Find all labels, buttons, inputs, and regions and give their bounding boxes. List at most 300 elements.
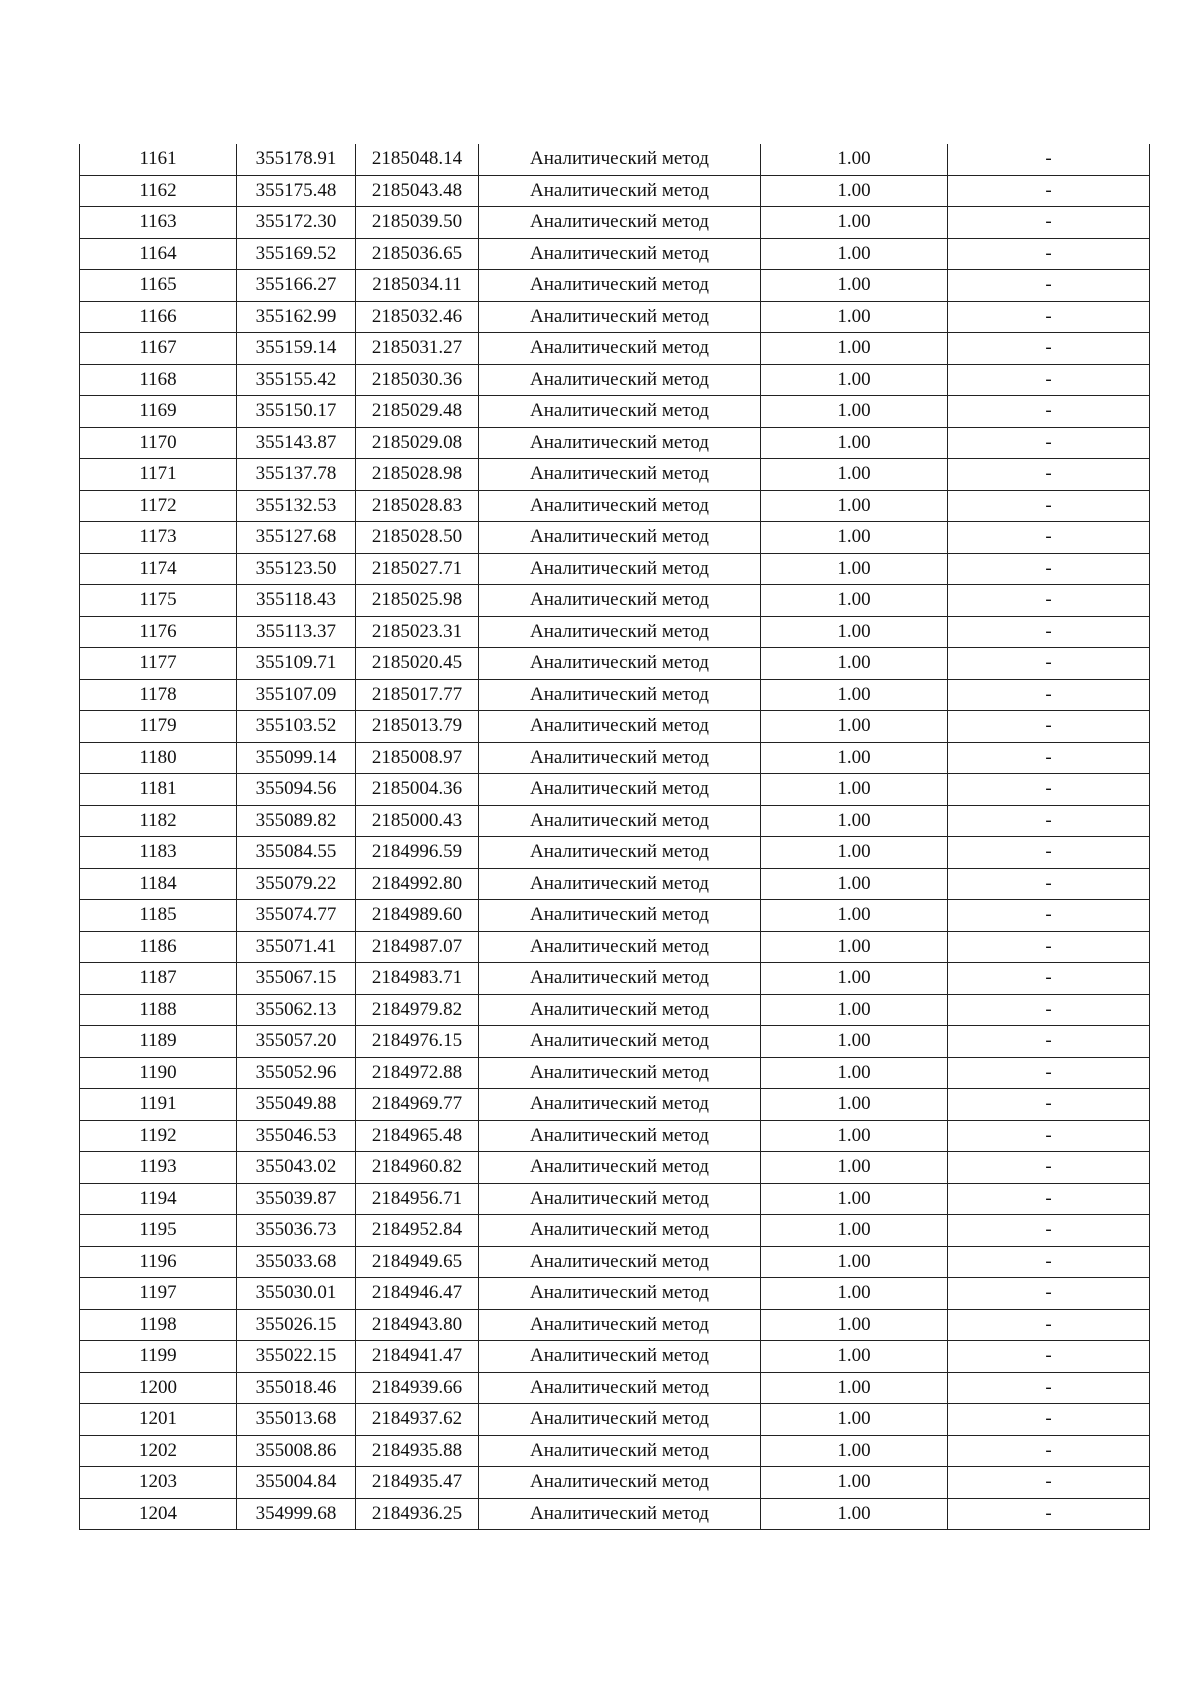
y-coordinate-cell: 2184979.82 — [356, 994, 479, 1026]
note-cell: - — [948, 459, 1150, 491]
method-cell: Аналитический метод — [479, 774, 761, 806]
table-row — [80, 301, 1150, 333]
method-cell: Аналитический метод — [479, 144, 761, 175]
method-cell: Аналитический метод — [479, 742, 761, 774]
table-row — [80, 175, 1150, 207]
method-cell: Аналитический метод — [479, 270, 761, 302]
y-coordinate-cell: 2185013.79 — [356, 711, 479, 743]
note-cell: - — [948, 1404, 1150, 1436]
point-number-cell: 1171 — [80, 459, 237, 491]
y-coordinate-cell: 2184937.62 — [356, 1404, 479, 1436]
accuracy-cell: 1.00 — [761, 931, 948, 963]
table-row — [80, 1404, 1150, 1436]
table-row — [80, 1278, 1150, 1310]
method-cell: Аналитический метод — [479, 1341, 761, 1373]
note-cell: - — [948, 774, 1150, 806]
note-cell: - — [948, 1183, 1150, 1215]
table-row — [80, 837, 1150, 869]
note-cell: - — [948, 868, 1150, 900]
note-cell: - — [948, 1498, 1150, 1530]
accuracy-cell: 1.00 — [761, 1404, 948, 1436]
accuracy-cell: 1.00 — [761, 900, 948, 932]
note-cell: - — [948, 1215, 1150, 1247]
x-coordinate-cell: 354999.68 — [237, 1498, 356, 1530]
y-coordinate-cell: 2184935.88 — [356, 1435, 479, 1467]
table-row — [80, 1057, 1150, 1089]
table-row — [80, 490, 1150, 522]
method-cell: Аналитический метод — [479, 175, 761, 207]
note-cell: - — [948, 963, 1150, 995]
x-coordinate-cell: 355089.82 — [237, 805, 356, 837]
note-cell: - — [948, 144, 1150, 175]
point-number-cell: 1193 — [80, 1152, 237, 1184]
accuracy-cell: 1.00 — [761, 238, 948, 270]
point-number-cell: 1191 — [80, 1089, 237, 1121]
y-coordinate-cell: 2185048.14 — [356, 144, 479, 175]
note-cell: - — [948, 1026, 1150, 1058]
x-coordinate-cell: 355150.17 — [237, 396, 356, 428]
y-coordinate-cell: 2185043.48 — [356, 175, 479, 207]
note-cell: - — [948, 616, 1150, 648]
table-row — [80, 333, 1150, 365]
y-coordinate-cell: 2184987.07 — [356, 931, 479, 963]
coordinates-table-body — [80, 144, 1150, 1530]
note-cell: - — [948, 1372, 1150, 1404]
accuracy-cell: 1.00 — [761, 805, 948, 837]
point-number-cell: 1174 — [80, 553, 237, 585]
note-cell: - — [948, 585, 1150, 617]
y-coordinate-cell: 2184956.71 — [356, 1183, 479, 1215]
accuracy-cell: 1.00 — [761, 1278, 948, 1310]
note-cell: - — [948, 931, 1150, 963]
table-row — [80, 994, 1150, 1026]
accuracy-cell: 1.00 — [761, 1152, 948, 1184]
method-cell: Аналитический метод — [479, 1498, 761, 1530]
note-cell: - — [948, 1120, 1150, 1152]
point-number-cell: 1196 — [80, 1246, 237, 1278]
x-coordinate-cell: 355030.01 — [237, 1278, 356, 1310]
accuracy-cell: 1.00 — [761, 364, 948, 396]
x-coordinate-cell: 355084.55 — [237, 837, 356, 869]
x-coordinate-cell: 355046.53 — [237, 1120, 356, 1152]
x-coordinate-cell: 355175.48 — [237, 175, 356, 207]
x-coordinate-cell: 355103.52 — [237, 711, 356, 743]
accuracy-cell: 1.00 — [761, 553, 948, 585]
y-coordinate-cell: 2184960.82 — [356, 1152, 479, 1184]
table-row — [80, 931, 1150, 963]
table-row — [80, 648, 1150, 680]
point-number-cell: 1178 — [80, 679, 237, 711]
accuracy-cell: 1.00 — [761, 1246, 948, 1278]
y-coordinate-cell: 2184939.66 — [356, 1372, 479, 1404]
table-row — [80, 711, 1150, 743]
table-row — [80, 900, 1150, 932]
point-number-cell: 1202 — [80, 1435, 237, 1467]
x-coordinate-cell: 355004.84 — [237, 1467, 356, 1499]
y-coordinate-cell: 2185008.97 — [356, 742, 479, 774]
x-coordinate-cell: 355172.30 — [237, 207, 356, 239]
table-row — [80, 364, 1150, 396]
accuracy-cell: 1.00 — [761, 1215, 948, 1247]
y-coordinate-cell: 2184989.60 — [356, 900, 479, 932]
note-cell: - — [948, 207, 1150, 239]
method-cell: Аналитический метод — [479, 301, 761, 333]
method-cell: Аналитический метод — [479, 1026, 761, 1058]
table-row — [80, 774, 1150, 806]
table-row — [80, 396, 1150, 428]
table-row — [80, 1309, 1150, 1341]
y-coordinate-cell: 2184976.15 — [356, 1026, 479, 1058]
coordinates-table — [79, 144, 1150, 1530]
method-cell: Аналитический метод — [479, 396, 761, 428]
x-coordinate-cell: 355118.43 — [237, 585, 356, 617]
note-cell: - — [948, 679, 1150, 711]
note-cell: - — [948, 1467, 1150, 1499]
y-coordinate-cell: 2185025.98 — [356, 585, 479, 617]
x-coordinate-cell: 355162.99 — [237, 301, 356, 333]
table-row — [80, 1498, 1150, 1530]
y-coordinate-cell: 2184992.80 — [356, 868, 479, 900]
note-cell: - — [948, 490, 1150, 522]
table-row — [80, 1246, 1150, 1278]
point-number-cell: 1185 — [80, 900, 237, 932]
method-cell: Аналитический метод — [479, 1309, 761, 1341]
y-coordinate-cell: 2185036.65 — [356, 238, 479, 270]
accuracy-cell: 1.00 — [761, 144, 948, 175]
method-cell: Аналитический метод — [479, 868, 761, 900]
accuracy-cell: 1.00 — [761, 837, 948, 869]
x-coordinate-cell: 355137.78 — [237, 459, 356, 491]
method-cell: Аналитический метод — [479, 616, 761, 648]
table-row — [80, 427, 1150, 459]
accuracy-cell: 1.00 — [761, 774, 948, 806]
point-number-cell: 1173 — [80, 522, 237, 554]
accuracy-cell: 1.00 — [761, 1089, 948, 1121]
method-cell: Аналитический метод — [479, 994, 761, 1026]
accuracy-cell: 1.00 — [761, 1120, 948, 1152]
method-cell: Аналитический метод — [479, 522, 761, 554]
method-cell: Аналитический метод — [479, 427, 761, 459]
accuracy-cell: 1.00 — [761, 270, 948, 302]
note-cell: - — [948, 238, 1150, 270]
x-coordinate-cell: 355013.68 — [237, 1404, 356, 1436]
note-cell: - — [948, 396, 1150, 428]
accuracy-cell: 1.00 — [761, 1309, 948, 1341]
note-cell: - — [948, 900, 1150, 932]
x-coordinate-cell: 355094.56 — [237, 774, 356, 806]
point-number-cell: 1175 — [80, 585, 237, 617]
y-coordinate-cell: 2185034.11 — [356, 270, 479, 302]
y-coordinate-cell: 2185029.08 — [356, 427, 479, 459]
accuracy-cell: 1.00 — [761, 396, 948, 428]
point-number-cell: 1166 — [80, 301, 237, 333]
method-cell: Аналитический метод — [479, 490, 761, 522]
note-cell: - — [948, 553, 1150, 585]
x-coordinate-cell: 355026.15 — [237, 1309, 356, 1341]
table-row — [80, 207, 1150, 239]
method-cell: Аналитический метод — [479, 333, 761, 365]
x-coordinate-cell: 355071.41 — [237, 931, 356, 963]
accuracy-cell: 1.00 — [761, 1026, 948, 1058]
y-coordinate-cell: 2185030.36 — [356, 364, 479, 396]
accuracy-cell: 1.00 — [761, 679, 948, 711]
method-cell: Аналитический метод — [479, 238, 761, 270]
accuracy-cell: 1.00 — [761, 994, 948, 1026]
point-number-cell: 1197 — [80, 1278, 237, 1310]
point-number-cell: 1164 — [80, 238, 237, 270]
note-cell: - — [948, 270, 1150, 302]
point-number-cell: 1170 — [80, 427, 237, 459]
x-coordinate-cell: 355022.15 — [237, 1341, 356, 1373]
table-row — [80, 679, 1150, 711]
point-number-cell: 1199 — [80, 1341, 237, 1373]
y-coordinate-cell: 2184983.71 — [356, 963, 479, 995]
method-cell: Аналитический метод — [479, 805, 761, 837]
accuracy-cell: 1.00 — [761, 459, 948, 491]
table-row — [80, 1467, 1150, 1499]
note-cell: - — [948, 1435, 1150, 1467]
y-coordinate-cell: 2184972.88 — [356, 1057, 479, 1089]
table-row — [80, 270, 1150, 302]
table-row — [80, 238, 1150, 270]
y-coordinate-cell: 2184969.77 — [356, 1089, 479, 1121]
note-cell: - — [948, 1246, 1150, 1278]
table-row — [80, 1183, 1150, 1215]
method-cell: Аналитический метод — [479, 364, 761, 396]
accuracy-cell: 1.00 — [761, 1467, 948, 1499]
table-row — [80, 144, 1150, 175]
method-cell: Аналитический метод — [479, 459, 761, 491]
x-coordinate-cell: 355062.13 — [237, 994, 356, 1026]
point-number-cell: 1181 — [80, 774, 237, 806]
note-cell: - — [948, 837, 1150, 869]
point-number-cell: 1172 — [80, 490, 237, 522]
point-number-cell: 1169 — [80, 396, 237, 428]
method-cell: Аналитический метод — [479, 963, 761, 995]
method-cell: Аналитический метод — [479, 585, 761, 617]
x-coordinate-cell: 355166.27 — [237, 270, 356, 302]
accuracy-cell: 1.00 — [761, 1341, 948, 1373]
method-cell: Аналитический метод — [479, 837, 761, 869]
y-coordinate-cell: 2185039.50 — [356, 207, 479, 239]
note-cell: - — [948, 333, 1150, 365]
y-coordinate-cell: 2185029.48 — [356, 396, 479, 428]
accuracy-cell: 1.00 — [761, 1372, 948, 1404]
point-number-cell: 1163 — [80, 207, 237, 239]
x-coordinate-cell: 355143.87 — [237, 427, 356, 459]
point-number-cell: 1180 — [80, 742, 237, 774]
x-coordinate-cell: 355067.15 — [237, 963, 356, 995]
note-cell: - — [948, 648, 1150, 680]
point-number-cell: 1203 — [80, 1467, 237, 1499]
x-coordinate-cell: 355113.37 — [237, 616, 356, 648]
accuracy-cell: 1.00 — [761, 333, 948, 365]
accuracy-cell: 1.00 — [761, 742, 948, 774]
table-row — [80, 616, 1150, 648]
y-coordinate-cell: 2185031.27 — [356, 333, 479, 365]
x-coordinate-cell: 355074.77 — [237, 900, 356, 932]
y-coordinate-cell: 2184952.84 — [356, 1215, 479, 1247]
y-coordinate-cell: 2185017.77 — [356, 679, 479, 711]
accuracy-cell: 1.00 — [761, 1435, 948, 1467]
accuracy-cell: 1.00 — [761, 301, 948, 333]
x-coordinate-cell: 355008.86 — [237, 1435, 356, 1467]
method-cell: Аналитический метод — [479, 553, 761, 585]
note-cell: - — [948, 175, 1150, 207]
point-number-cell: 1186 — [80, 931, 237, 963]
x-coordinate-cell: 355109.71 — [237, 648, 356, 680]
accuracy-cell: 1.00 — [761, 648, 948, 680]
x-coordinate-cell: 355159.14 — [237, 333, 356, 365]
table-row — [80, 459, 1150, 491]
method-cell: Аналитический метод — [479, 648, 761, 680]
table-row — [80, 1089, 1150, 1121]
method-cell: Аналитический метод — [479, 1215, 761, 1247]
accuracy-cell: 1.00 — [761, 1498, 948, 1530]
note-cell: - — [948, 301, 1150, 333]
y-coordinate-cell: 2184949.65 — [356, 1246, 479, 1278]
method-cell: Аналитический метод — [479, 1246, 761, 1278]
point-number-cell: 1179 — [80, 711, 237, 743]
note-cell: - — [948, 994, 1150, 1026]
x-coordinate-cell: 355018.46 — [237, 1372, 356, 1404]
point-number-cell: 1192 — [80, 1120, 237, 1152]
method-cell: Аналитический метод — [479, 1372, 761, 1404]
method-cell: Аналитический метод — [479, 711, 761, 743]
note-cell: - — [948, 522, 1150, 554]
y-coordinate-cell: 2185020.45 — [356, 648, 479, 680]
x-coordinate-cell: 355057.20 — [237, 1026, 356, 1058]
accuracy-cell: 1.00 — [761, 175, 948, 207]
table-row — [80, 1120, 1150, 1152]
x-coordinate-cell: 355178.91 — [237, 144, 356, 175]
accuracy-cell: 1.00 — [761, 522, 948, 554]
accuracy-cell: 1.00 — [761, 585, 948, 617]
method-cell: Аналитический метод — [479, 931, 761, 963]
point-number-cell: 1177 — [80, 648, 237, 680]
table-row — [80, 1215, 1150, 1247]
x-coordinate-cell: 355107.09 — [237, 679, 356, 711]
accuracy-cell: 1.00 — [761, 711, 948, 743]
table-row — [80, 1372, 1150, 1404]
y-coordinate-cell: 2184965.48 — [356, 1120, 479, 1152]
point-number-cell: 1167 — [80, 333, 237, 365]
note-cell: - — [948, 1341, 1150, 1373]
point-number-cell: 1183 — [80, 837, 237, 869]
method-cell: Аналитический метод — [479, 1089, 761, 1121]
y-coordinate-cell: 2185028.98 — [356, 459, 479, 491]
method-cell: Аналитический метод — [479, 207, 761, 239]
point-number-cell: 1187 — [80, 963, 237, 995]
y-coordinate-cell: 2184935.47 — [356, 1467, 479, 1499]
method-cell: Аналитический метод — [479, 900, 761, 932]
method-cell: Аналитический метод — [479, 1435, 761, 1467]
note-cell: - — [948, 1057, 1150, 1089]
y-coordinate-cell: 2185032.46 — [356, 301, 479, 333]
point-number-cell: 1194 — [80, 1183, 237, 1215]
accuracy-cell: 1.00 — [761, 1057, 948, 1089]
point-number-cell: 1198 — [80, 1309, 237, 1341]
x-coordinate-cell: 355099.14 — [237, 742, 356, 774]
accuracy-cell: 1.00 — [761, 1183, 948, 1215]
note-cell: - — [948, 1089, 1150, 1121]
point-number-cell: 1188 — [80, 994, 237, 1026]
method-cell: Аналитический метод — [479, 1404, 761, 1436]
table-row — [80, 963, 1150, 995]
accuracy-cell: 1.00 — [761, 868, 948, 900]
point-number-cell: 1190 — [80, 1057, 237, 1089]
note-cell: - — [948, 364, 1150, 396]
x-coordinate-cell: 355079.22 — [237, 868, 356, 900]
point-number-cell: 1184 — [80, 868, 237, 900]
table-row — [80, 742, 1150, 774]
x-coordinate-cell: 355132.53 — [237, 490, 356, 522]
point-number-cell: 1201 — [80, 1404, 237, 1436]
accuracy-cell: 1.00 — [761, 963, 948, 995]
y-coordinate-cell: 2184936.25 — [356, 1498, 479, 1530]
accuracy-cell: 1.00 — [761, 490, 948, 522]
method-cell: Аналитический метод — [479, 1467, 761, 1499]
y-coordinate-cell: 2184943.80 — [356, 1309, 479, 1341]
note-cell: - — [948, 427, 1150, 459]
point-number-cell: 1182 — [80, 805, 237, 837]
y-coordinate-cell: 2184946.47 — [356, 1278, 479, 1310]
point-number-cell: 1189 — [80, 1026, 237, 1058]
point-number-cell: 1161 — [80, 144, 237, 175]
x-coordinate-cell: 355043.02 — [237, 1152, 356, 1184]
x-coordinate-cell: 355039.87 — [237, 1183, 356, 1215]
method-cell: Аналитический метод — [479, 1120, 761, 1152]
x-coordinate-cell: 355155.42 — [237, 364, 356, 396]
table-row — [80, 805, 1150, 837]
note-cell: - — [948, 1152, 1150, 1184]
x-coordinate-cell: 355127.68 — [237, 522, 356, 554]
note-cell: - — [948, 1309, 1150, 1341]
x-coordinate-cell: 355036.73 — [237, 1215, 356, 1247]
note-cell: - — [948, 711, 1150, 743]
accuracy-cell: 1.00 — [761, 207, 948, 239]
x-coordinate-cell: 355169.52 — [237, 238, 356, 270]
table-row — [80, 1152, 1150, 1184]
x-coordinate-cell: 355049.88 — [237, 1089, 356, 1121]
method-cell: Аналитический метод — [479, 1152, 761, 1184]
accuracy-cell: 1.00 — [761, 616, 948, 648]
method-cell: Аналитический метод — [479, 679, 761, 711]
point-number-cell: 1168 — [80, 364, 237, 396]
method-cell: Аналитический метод — [479, 1183, 761, 1215]
y-coordinate-cell: 2185023.31 — [356, 616, 479, 648]
table-row — [80, 1341, 1150, 1373]
point-number-cell: 1165 — [80, 270, 237, 302]
table-row — [80, 585, 1150, 617]
table-row — [80, 868, 1150, 900]
point-number-cell: 1176 — [80, 616, 237, 648]
x-coordinate-cell: 355123.50 — [237, 553, 356, 585]
table-row — [80, 1026, 1150, 1058]
table-row — [80, 522, 1150, 554]
note-cell: - — [948, 742, 1150, 774]
method-cell: Аналитический метод — [479, 1057, 761, 1089]
y-coordinate-cell: 2184941.47 — [356, 1341, 479, 1373]
point-number-cell: 1195 — [80, 1215, 237, 1247]
note-cell: - — [948, 805, 1150, 837]
note-cell: - — [948, 1278, 1150, 1310]
point-number-cell: 1200 — [80, 1372, 237, 1404]
y-coordinate-cell: 2185004.36 — [356, 774, 479, 806]
table-row — [80, 553, 1150, 585]
y-coordinate-cell: 2185000.43 — [356, 805, 479, 837]
table-row — [80, 1435, 1150, 1467]
